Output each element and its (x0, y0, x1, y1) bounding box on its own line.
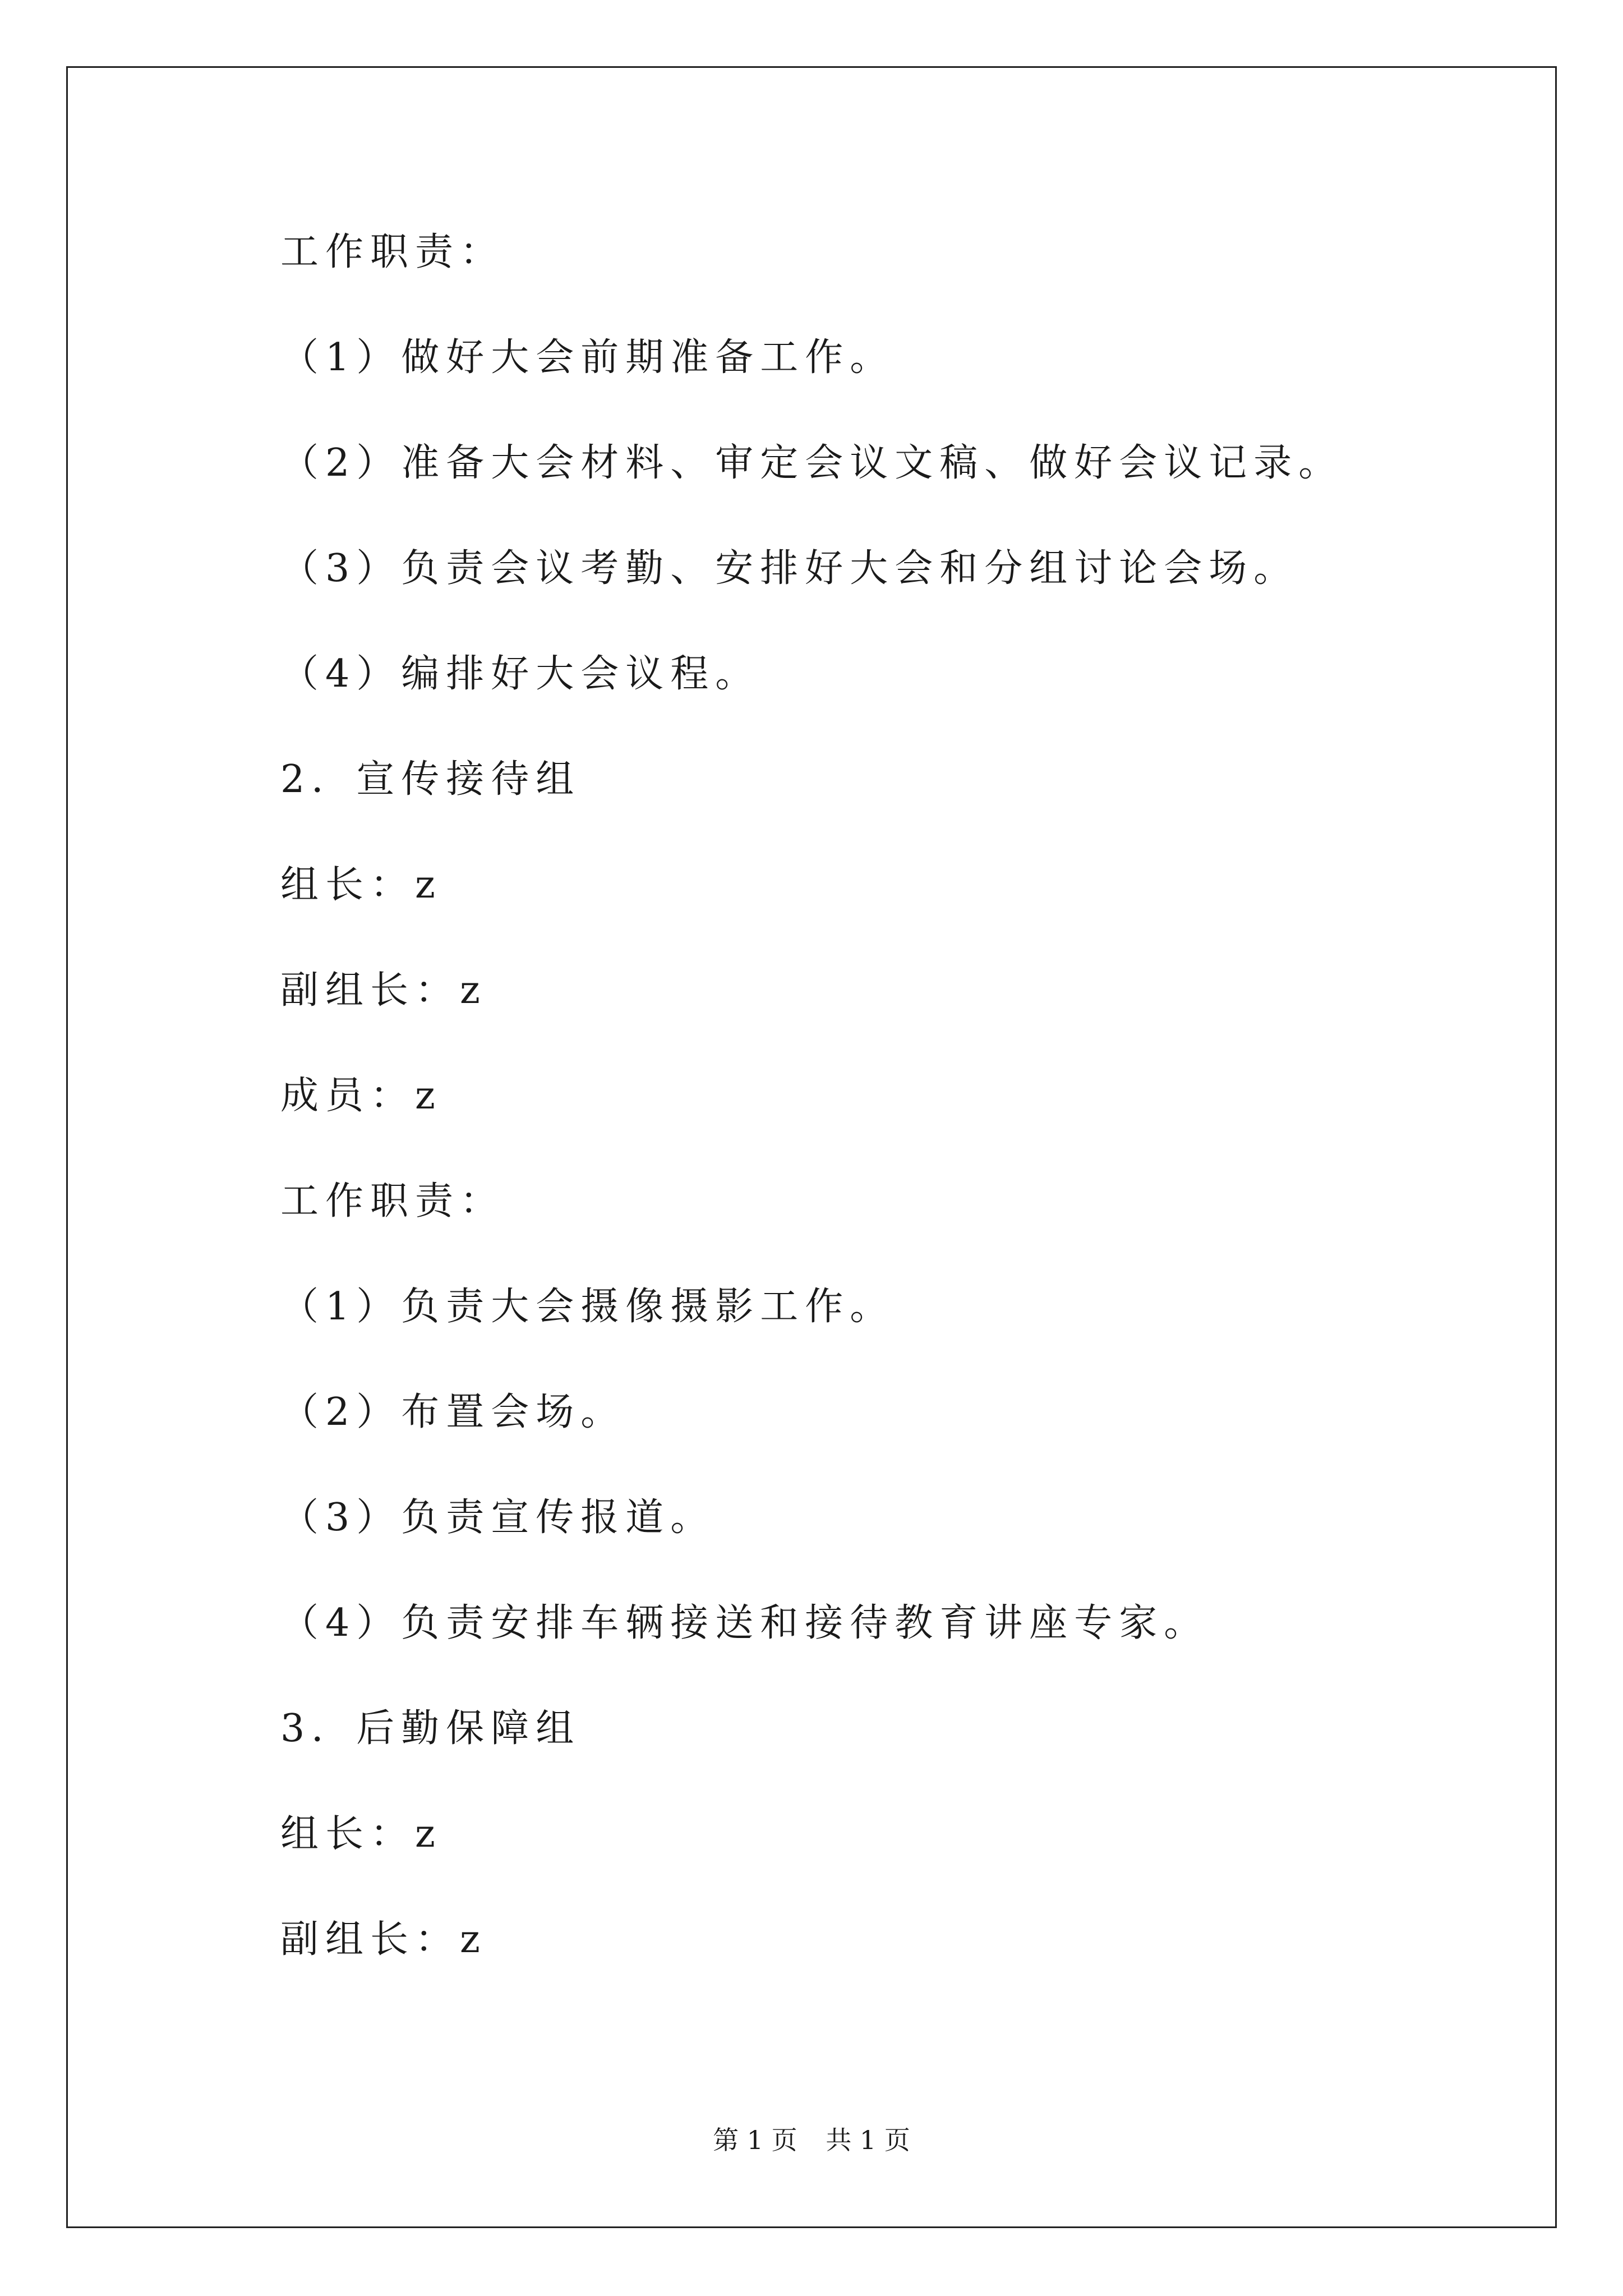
total-pages: 共 1 页 (826, 2125, 910, 2155)
group-members: 成员：z (280, 1074, 442, 1118)
list-item: （3）负责会议考勤、安排好大会和分组讨论会场。 (280, 546, 1299, 591)
list-item: （4）负责安排车辆接送和接待教育讲座专家。 (280, 1601, 1209, 1645)
list-item: （1）做好大会前期准备工作。 (280, 335, 895, 380)
page-number: 第 1 页 (713, 2125, 797, 2155)
group-leader: 组长：z (280, 1812, 442, 1856)
page-footer (0, 2123, 1623, 2157)
page-border (66, 66, 1557, 2228)
list-item: （2）准备大会材料、审定会议文稿、做好会议记录。 (280, 441, 1344, 485)
group-deputy-leader: 副组长：z (280, 968, 487, 1013)
section-heading-duties: 工作职责： (280, 1179, 505, 1223)
section-heading-logistics: 3．后勤保障组 (280, 1706, 581, 1751)
section-heading-publicity: 2．宣传接待组 (280, 757, 581, 802)
section-heading-duties: 工作职责： (280, 230, 505, 274)
group-leader: 组长：z (280, 863, 442, 907)
list-item: （1）负责大会摄像摄影工作。 (280, 1285, 895, 1329)
group-deputy-leader: 副组长：z (280, 1917, 487, 1962)
list-item: （4）编排好大会议程。 (280, 652, 760, 696)
list-item: （2）布置会场。 (280, 1390, 626, 1434)
list-item: （3）负责宣传报道。 (280, 1496, 716, 1540)
